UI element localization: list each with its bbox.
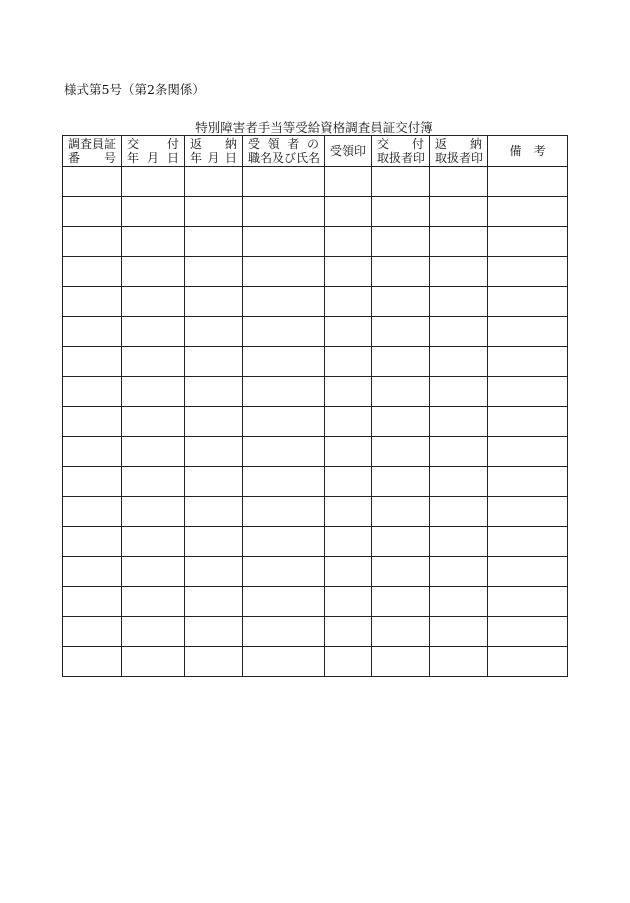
- table-cell-return-handler-seal: [430, 347, 488, 377]
- document-title: 特別障害者手当等受給資格調査員証交付簿: [195, 120, 433, 135]
- table-cell-issuer-seal: [372, 377, 430, 407]
- table-cell-issuer-seal: [372, 227, 430, 257]
- header-text: 取扱者印: [377, 151, 426, 165]
- table-cell-return-handler-seal: [430, 587, 488, 617]
- header-return-handler-seal: [430, 136, 488, 167]
- table-cell-issue-date: [122, 407, 185, 437]
- table-cell-return-handler-seal: [430, 197, 488, 227]
- table-row: [63, 497, 568, 527]
- table-cell-receipt-seal: [325, 527, 372, 557]
- table-cell-remarks: [488, 257, 568, 287]
- ledger-body: [63, 167, 568, 677]
- table-cell-recipient-name: [243, 167, 325, 197]
- table-cell-issuer-seal: [372, 587, 430, 617]
- table-cell-recipient-name: [243, 437, 325, 467]
- table-cell-remarks: [488, 347, 568, 377]
- table-cell-remarks: [488, 407, 568, 437]
- table-cell-return-date: [185, 647, 243, 677]
- table-cell-id-number: [63, 287, 122, 317]
- header-text: 受領印: [329, 144, 366, 158]
- table-cell-issue-date: [122, 227, 185, 257]
- table-cell-remarks: [488, 167, 568, 197]
- table-row: [63, 467, 568, 497]
- table-row: [63, 377, 568, 407]
- table-cell-return-date: [185, 317, 243, 347]
- table-cell-remarks: [488, 467, 568, 497]
- table-cell-remarks: [488, 437, 568, 467]
- header-text: 日: [166, 151, 179, 165]
- table-cell-recipient-name: [243, 497, 325, 527]
- table-cell-id-number: [63, 407, 122, 437]
- table-cell-return-date: [185, 467, 243, 497]
- table-cell-return-handler-seal: [430, 647, 488, 677]
- header-return-handler-seal-line2: [430, 151, 487, 165]
- header-id-number: [63, 136, 122, 167]
- table-cell-return-handler-seal: [430, 167, 488, 197]
- table-cell-recipient-name: [243, 407, 325, 437]
- table-cell-return-date: [185, 287, 243, 317]
- table-cell-issue-date: [122, 647, 185, 677]
- table-cell-issue-date: [122, 287, 185, 317]
- table-cell-remarks: [488, 287, 568, 317]
- table-cell-receipt-seal: [325, 317, 372, 347]
- table-cell-recipient-name: [243, 227, 325, 257]
- table-cell-remarks: [488, 197, 568, 227]
- table-cell-receipt-seal: [325, 617, 372, 647]
- header-text: 納: [469, 137, 482, 151]
- table-cell-receipt-seal: [325, 437, 372, 467]
- table-row: [63, 287, 568, 317]
- header-text: 返: [190, 137, 203, 151]
- table-cell-return-date: [185, 527, 243, 557]
- table-cell-receipt-seal: [325, 227, 372, 257]
- table-cell-remarks: [488, 557, 568, 587]
- table-row: [63, 617, 568, 647]
- header-text: 月: [146, 151, 159, 165]
- header-text: 日: [224, 151, 237, 165]
- form-number-label: 様式第5号（第2条関係）: [64, 82, 205, 97]
- table-cell-receipt-seal: [325, 347, 372, 377]
- table-cell-issuer-seal: [372, 527, 430, 557]
- header-return-date: [185, 136, 243, 167]
- table-cell-issue-date: [122, 527, 185, 557]
- table-cell-return-date: [185, 587, 243, 617]
- table-cell-remarks: [488, 497, 568, 527]
- table-cell-issue-date: [122, 317, 185, 347]
- table-cell-remarks: [488, 617, 568, 647]
- table-cell-issue-date: [122, 557, 185, 587]
- table-cell-recipient-name: [243, 587, 325, 617]
- table-cell-issuer-seal: [372, 257, 430, 287]
- header-text: 付: [166, 137, 179, 151]
- table-cell-issuer-seal: [372, 347, 430, 377]
- table-cell-return-date: [185, 437, 243, 467]
- header-text: の: [306, 137, 319, 151]
- header-id-number-line1: [63, 137, 121, 151]
- header-text: 月: [207, 151, 220, 165]
- header-receipt-seal: [325, 136, 372, 167]
- table-row: [63, 227, 568, 257]
- header-row: [63, 136, 568, 167]
- table-cell-recipient-name: [243, 287, 325, 317]
- table-cell-id-number: [63, 227, 122, 257]
- table-cell-return-handler-seal: [430, 467, 488, 497]
- table-cell-recipient-name: [243, 257, 325, 287]
- header-issuer-seal-line1: [372, 137, 429, 151]
- header-text: 号: [103, 151, 116, 165]
- table-cell-return-handler-seal: [430, 497, 488, 527]
- table-cell-issue-date: [122, 167, 185, 197]
- header-text: 員: [92, 137, 105, 151]
- table-cell-id-number: [63, 257, 122, 287]
- table-cell-issue-date: [122, 587, 185, 617]
- table-row: [63, 167, 568, 197]
- table-cell-return-handler-seal: [430, 617, 488, 647]
- header-recipient-name-line2: [243, 151, 324, 165]
- table-cell-receipt-seal: [325, 647, 372, 677]
- table-cell-issue-date: [122, 497, 185, 527]
- header-return-handler-seal-line1: [430, 137, 487, 151]
- table-cell-remarks: [488, 527, 568, 557]
- table-cell-remarks: [488, 227, 568, 257]
- table-cell-issuer-seal: [372, 197, 430, 227]
- table-cell-remarks: [488, 377, 568, 407]
- table-cell-receipt-seal: [325, 557, 372, 587]
- table-cell-issuer-seal: [372, 467, 430, 497]
- table-cell-return-handler-seal: [430, 287, 488, 317]
- table-cell-issuer-seal: [372, 437, 430, 467]
- header-return-date-line2: [185, 151, 242, 165]
- table-cell-issuer-seal: [372, 617, 430, 647]
- table-cell-return-handler-seal: [430, 227, 488, 257]
- table-cell-receipt-seal: [325, 377, 372, 407]
- table-cell-id-number: [63, 437, 122, 467]
- table-cell-receipt-seal: [325, 287, 372, 317]
- header-issue-date-line2: [122, 151, 184, 165]
- header-text: 査: [80, 137, 93, 151]
- table-cell-recipient-name: [243, 377, 325, 407]
- header-return-date-line1: [185, 137, 242, 151]
- table-cell-return-handler-seal: [430, 557, 488, 587]
- header-text: 番: [68, 151, 81, 165]
- table-row: [63, 317, 568, 347]
- header-text: 職名及び氏名: [248, 151, 321, 165]
- header-issue-date-line1: [122, 137, 184, 151]
- table-row: [63, 257, 568, 287]
- table-cell-receipt-seal: [325, 467, 372, 497]
- table-row: [63, 647, 568, 677]
- table-cell-return-date: [185, 347, 243, 377]
- table-cell-issuer-seal: [372, 407, 430, 437]
- table-cell-return-handler-seal: [430, 407, 488, 437]
- header-text: 付: [411, 137, 424, 151]
- table-cell-recipient-name: [243, 557, 325, 587]
- header-text: 者: [287, 137, 300, 151]
- table-cell-id-number: [63, 347, 122, 377]
- table-cell-id-number: [63, 587, 122, 617]
- table-cell-id-number: [63, 527, 122, 557]
- table-cell-return-date: [185, 197, 243, 227]
- table-cell-return-date: [185, 557, 243, 587]
- ledger-table: [62, 135, 568, 677]
- table-cell-remarks: [488, 587, 568, 617]
- table-cell-receipt-seal: [325, 257, 372, 287]
- table-cell-return-handler-seal: [430, 257, 488, 287]
- header-text: 交: [377, 137, 390, 151]
- table-cell-id-number: [63, 647, 122, 677]
- header-issue-date: [122, 136, 185, 167]
- header-id-number-line2: [63, 151, 121, 165]
- table-cell-return-date: [185, 377, 243, 407]
- table-cell-recipient-name: [243, 317, 325, 347]
- table-cell-receipt-seal: [325, 407, 372, 437]
- table-cell-issue-date: [122, 257, 185, 287]
- table-cell-return-handler-seal: [430, 437, 488, 467]
- table-cell-issue-date: [122, 467, 185, 497]
- header-text: 返: [435, 137, 448, 151]
- table-cell-issue-date: [122, 437, 185, 467]
- table-cell-recipient-name: [243, 617, 325, 647]
- table-cell-recipient-name: [243, 527, 325, 557]
- header-text: 領: [267, 137, 280, 151]
- table-cell-receipt-seal: [325, 167, 372, 197]
- table-cell-id-number: [63, 197, 122, 227]
- header-text: 調: [68, 137, 81, 151]
- table-cell-remarks: [488, 647, 568, 677]
- table-row: [63, 347, 568, 377]
- table-cell-return-handler-seal: [430, 527, 488, 557]
- header-text: 取扱者印: [435, 151, 484, 165]
- table-cell-receipt-seal: [325, 497, 372, 527]
- header-text: 受: [248, 137, 261, 151]
- table-cell-remarks: [488, 317, 568, 347]
- table-cell-issuer-seal: [372, 647, 430, 677]
- table-cell-return-handler-seal: [430, 377, 488, 407]
- table-row: [63, 527, 568, 557]
- header-remarks: [488, 136, 568, 167]
- header-recipient-name: [243, 136, 325, 167]
- header-text: 証: [104, 137, 117, 151]
- table-cell-return-date: [185, 497, 243, 527]
- table-cell-return-date: [185, 407, 243, 437]
- table-cell-id-number: [63, 467, 122, 497]
- table-cell-issuer-seal: [372, 287, 430, 317]
- table-cell-receipt-seal: [325, 197, 372, 227]
- header-text: 年: [190, 151, 203, 165]
- table-cell-receipt-seal: [325, 587, 372, 617]
- table-cell-issuer-seal: [372, 167, 430, 197]
- table-row: [63, 407, 568, 437]
- table-cell-issuer-seal: [372, 317, 430, 347]
- table-row: [63, 587, 568, 617]
- table-cell-issue-date: [122, 377, 185, 407]
- table-cell-id-number: [63, 377, 122, 407]
- table-cell-return-date: [185, 617, 243, 647]
- table-cell-return-date: [185, 257, 243, 287]
- table-cell-recipient-name: [243, 197, 325, 227]
- header-text: 納: [224, 137, 237, 151]
- table-cell-recipient-name: [243, 347, 325, 377]
- table-cell-issue-date: [122, 347, 185, 377]
- table-cell-id-number: [63, 317, 122, 347]
- table-cell-issue-date: [122, 617, 185, 647]
- header-text: 年: [127, 151, 140, 165]
- table-cell-return-date: [185, 227, 243, 257]
- table-cell-issue-date: [122, 197, 185, 227]
- table-row: [63, 557, 568, 587]
- table-row: [63, 197, 568, 227]
- table-cell-id-number: [63, 617, 122, 647]
- header-issuer-seal: [372, 136, 430, 167]
- table-cell-id-number: [63, 497, 122, 527]
- header-recipient-name-line1: [243, 137, 324, 151]
- table-cell-recipient-name: [243, 467, 325, 497]
- header-text: 交: [127, 137, 140, 151]
- table-row: [63, 437, 568, 467]
- table-cell-id-number: [63, 167, 122, 197]
- table-cell-issuer-seal: [372, 497, 430, 527]
- table-cell-return-handler-seal: [430, 317, 488, 347]
- table-cell-id-number: [63, 557, 122, 587]
- table-cell-issuer-seal: [372, 557, 430, 587]
- table-cell-return-date: [185, 167, 243, 197]
- header-text: 備 考: [509, 144, 546, 158]
- header-issuer-seal-line2: [372, 151, 429, 165]
- table-cell-recipient-name: [243, 647, 325, 677]
